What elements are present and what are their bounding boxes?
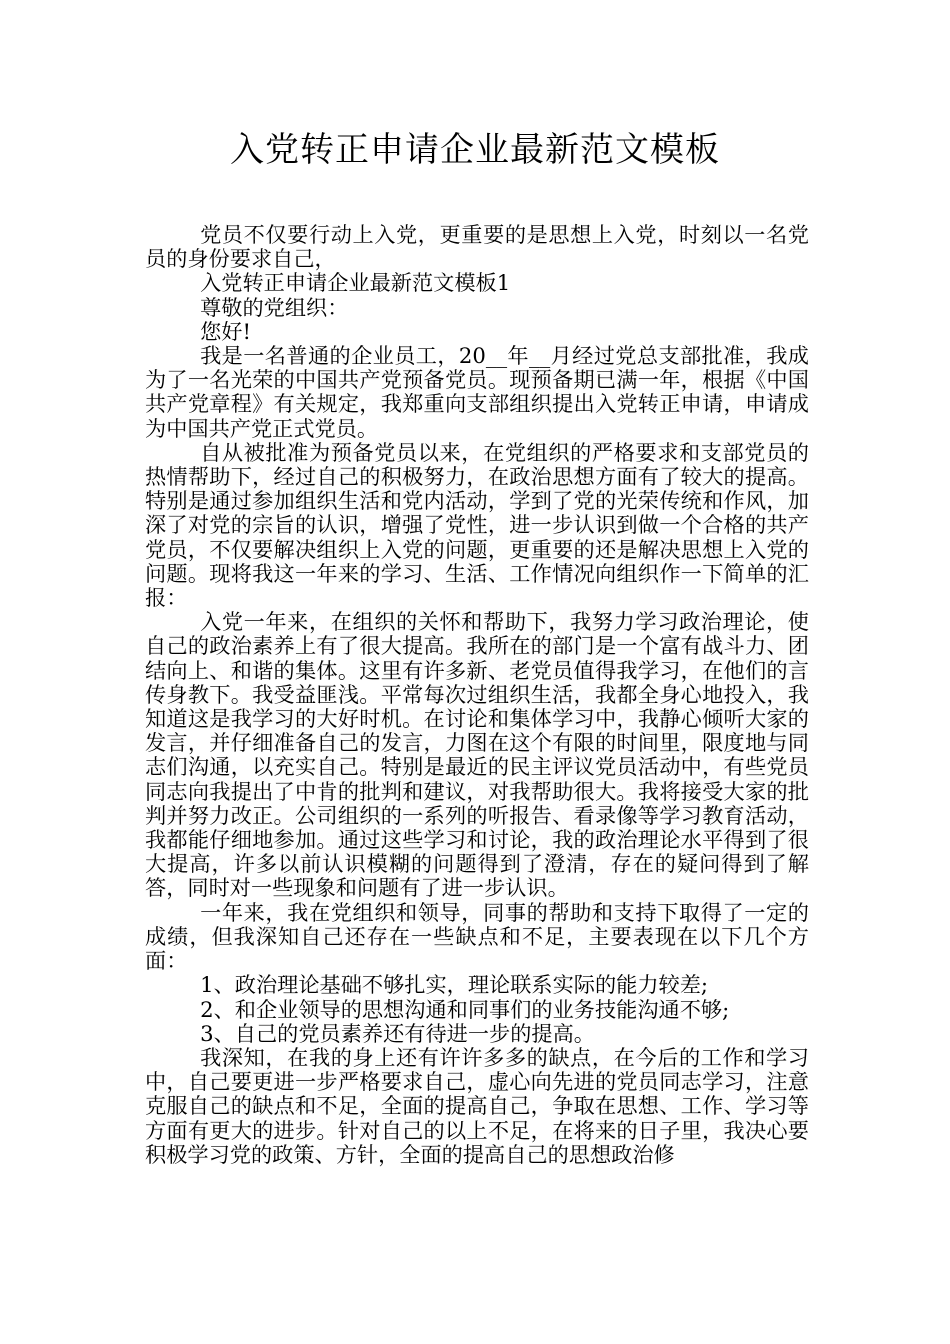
- section-heading: 入党转正申请企业最新范文模板1: [200, 270, 511, 296]
- document-title: 入党转正申请企业最新范文模板: [230, 130, 720, 170]
- body-paragraph: 自从被批准为预备党员以来，在党组织的严格要求和支部党员的热情帮助下，经过自己的积极努力，在政治思想方面有了较大的提高。特别是通过参加组织生活和党内活动，学到了党的光荣传统和作风，加深了对党的宗旨的认识，增强了党性，进一步认识到做一个合格的共产党员，不仅要解决组织上入党的问题，更重要的还是解决思想上入党的问题。现将我这一年来的学习、生活、工作情况向组织作一下简单的汇报：: [145, 439, 809, 611]
- salutation: 尊敬的党组织：: [200, 294, 349, 320]
- body-paragraph: 入党一年来，在组织的关怀和帮助下，我努力学习政治理论，使自己的政治素养上有了很大提高。我所在的部门是一个富有战斗力、团结向上、和谐的集体。这里有许多新、老党员值得我学习，在他们的言传身教下。我受益匪浅。平常每次过组织生活，我都全身心地投入，我知道这是我学习的大好时机。在讨论和集体学习中，我静心倾听大家的发言，并仔细准备自己的发言，力图在这个有限的时间里，限度地与同志们沟通，以充实自己。特别是最近的民主评议党员活动中，有些党员同志向我提出了中肯的批判和建议，对我帮助很大。我将接受大家的批判并努力改正。公司组织的一系列的听报告、看录像等学习教育活动，我都能仔细地参加。通过这些学习和讨论，我的政治理论水平得到了很大提高，许多以前认识模糊的问题得到了澄清，存在的疑问得到了解答，同时对一些现象和问题有了进一步认识。: [145, 609, 809, 901]
- greeting: 您好!: [200, 318, 251, 344]
- list-item: 1、政治理论基础不够扎实，理论联系实际的能力较差;: [200, 972, 709, 998]
- intro-paragraph: 党员不仅要行动上入党，更重要的是思想上入党，时刻以一名党员的身份要求自己，: [145, 222, 809, 272]
- list-item: 2、和企业领导的思想沟通和同事们的业务技能沟通不够;: [200, 996, 730, 1022]
- document-body: [145, 223, 809, 1167]
- list-item: 3、自己的党员素养还有待进一步的提高。: [200, 1020, 595, 1046]
- body-paragraph: 我是一名普通的企业员工，20__年__月经过党总支部批准，我成为了一名光荣的中国共产党预备党员。现预备期已满一年，根据《中国共产党章程》有关规定，我郑重向支部组织提出入党转正申请，申请成为中国共产党正式党员。: [145, 343, 809, 441]
- body-paragraph: 一年来，我在党组织和领导，同事的帮助和支持下取得了一定的成绩，但我深知自己还存在一些缺点和不足，主要表现在以下几个方面：: [145, 899, 809, 974]
- body-paragraph: 我深知，在我的身上还有许许多多的缺点，在今后的工作和学习中，自己要更进一步严格要求自己，虚心向先进的党员同志学习，注意克服自己的缺点和不足，全面的提高自己，争取在思想、工作、学习等方面有更大的进步。针对自己的以上不足，在将来的日子里，我决心要积极学习党的政策、方针，全面的提高自己的思想政治修: [145, 1044, 809, 1167]
